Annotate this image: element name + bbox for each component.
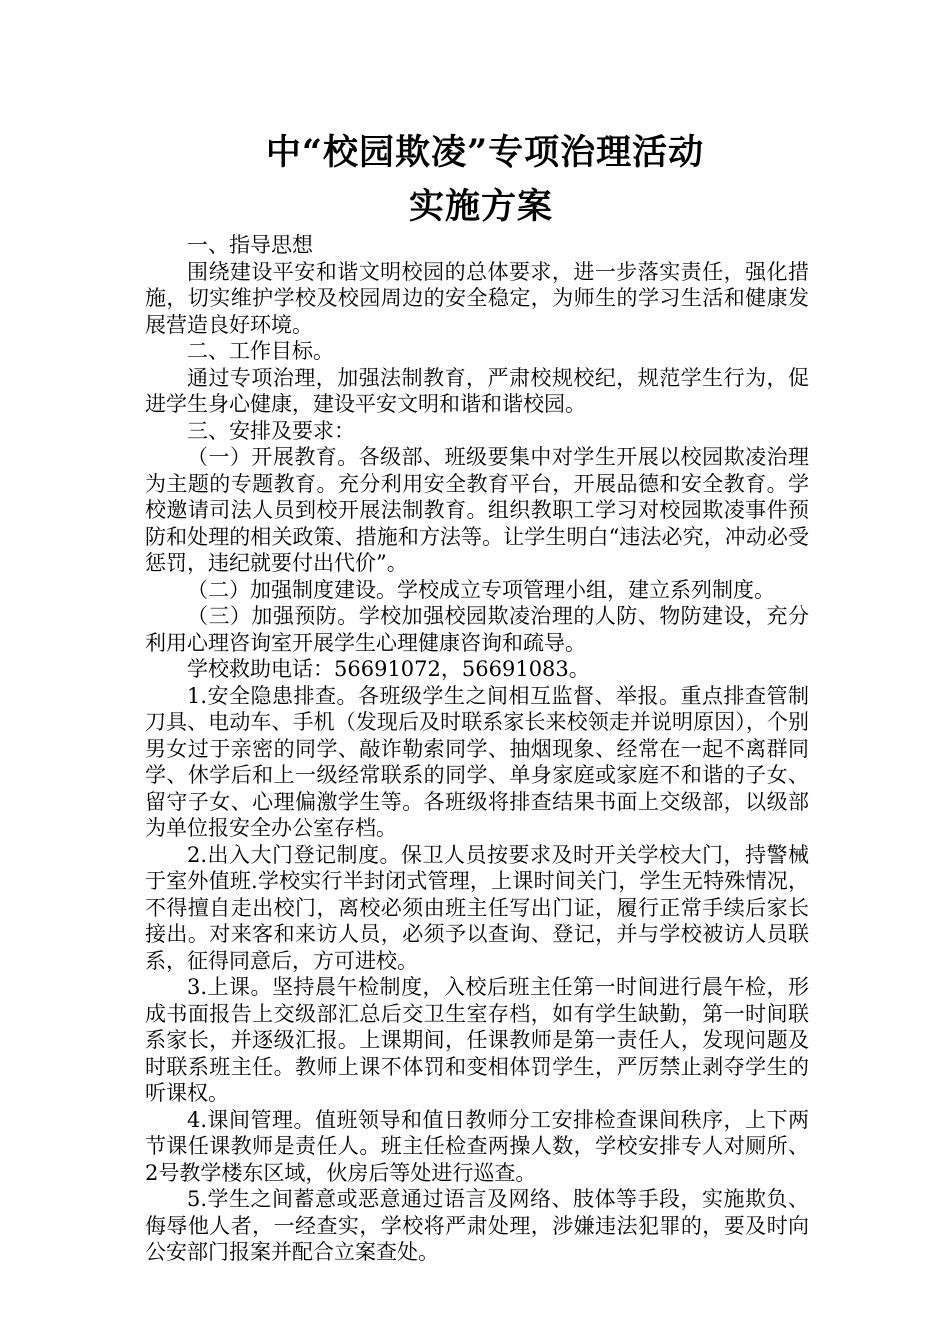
paragraph: （二）加强制度建设。学校成立专项管理小组，建立系列制度。 [187, 577, 775, 602]
document-page [145, 128, 809, 1266]
paragraph: （一）开展教育。各级部、班级要集中对学生开展以校园欺凌治理为主题的专题教育。充分利用安全教育平台，开展品德和安全教育。学校邀请司法人员到校开展法制教育。组织教职工学习对校园欺凌事件预防和处理的相关政策、措施和方法等。让学生明白“违法必究，冲动必受惩罚，违纪就要付出代价”。 [145, 445, 809, 575]
document-body [145, 232, 809, 1266]
paragraph: 围绕建设平安和谐文明校园的总体要求，进一步落实责任，强化措施，切实维护学校及校园周边的安全稳定，为师生的学习生活和健康发展营造良好环境。 [145, 259, 809, 337]
document-title-line-1: 中“校园欺凌”专项治理活动 [265, 132, 705, 173]
paragraph: 5.学生之间蓄意或恶意通过语言及网络、肢体等手段，实施欺负、侮辱他人者，一经查实，学校将严肃处理，涉嫌违法犯罪的，要及时向公安部门报案并配合立案查处。 [145, 1187, 809, 1264]
paragraph: 4.课间管理。值班领导和值日教师分工安排检查课间秩序，上下两节课任课教师是责任人。班主任检查两操人数，学校安排专人对厕所、2号教学楼东区域，伙房后等处进行巡查。 [145, 1107, 809, 1185]
paragraph: （三）加强预防。学校加强校园欺凌治理的人防、物防建设，充分利用心理咨询室开展学生心理健康咨询和疏导。 [145, 604, 809, 655]
section-heading-arrangements: 三、安排及要求： [187, 418, 355, 443]
paragraph: 1.安全隐患排查。各班级学生之间相互监督、举报。重点排查管制刀具、电动车、手机（发现后及时联系家长来校领走并说明原因），个别男女过于亲密的同学、敲诈勒索同学、抽烟现象、经常在一起不离群同学、休学后和上一级经常联系的同学、单身家庭或家庭不和谐的子女、留守子女、心理偏激学生等。各班级将排查结果书面上交级部，以级部为单位报安全办公室存档。 [145, 683, 809, 840]
paragraph: 通过专项治理，加强法制教育，严肃校规校纪，规范学生行为，促进学生身心健康，建设平安文明和谐和谐校园。 [145, 365, 809, 416]
paragraph: 2.出入大门登记制度。保卫人员按要求及时开关学校大门，持警械于室外值班.学校实行半封闭式管理，上课时间关门，学生无特殊情况，不得擅自走出校门，离校必须由班主任写出门证，履行正常手续后家长接出。对来客和来访人员，必须予以查询、登记，并与学校被访人员联系，征得同意后，方可进校。 [145, 842, 809, 973]
paragraph: 3.上课。坚持晨午检制度，入校后班主任第一时间进行晨午检，形成书面报告上交级部汇总后交卫生室存档，如有学生缺勤，第一时间联系家长，并逐级汇报。上课期间，任课教师是第一责任人，发现问题及时联系班主任。教师上课不体罚和变相体罚学生，严厉禁止剥夺学生的听课权。 [145, 975, 809, 1105]
helpline-paragraph: 学校救助电话：56691072，56691083。 [187, 657, 590, 681]
section-heading-guiding-thought: 一、指导思想 [187, 233, 313, 257]
section-heading-work-goal: 二、工作目标。 [187, 339, 334, 363]
document-title-line-2: 实施方案 [408, 186, 553, 227]
